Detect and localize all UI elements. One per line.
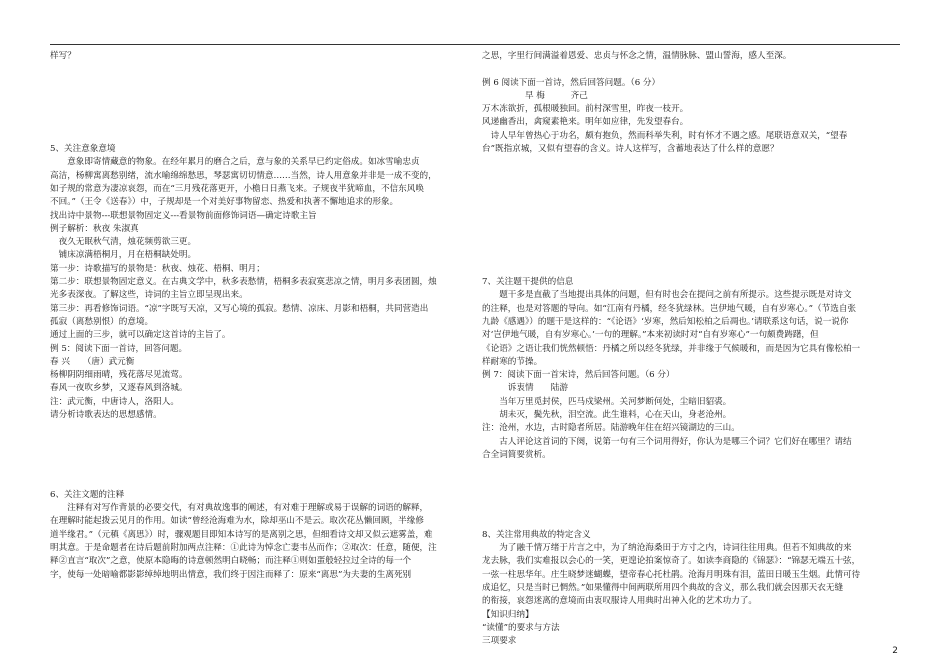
text-line: 一弦一柱思华年。庄生晓梦迷蝴蝶，望帝春心托杜鹃。沧海月明珠有泪，蓝田日暖玉生烟。此情可待 bbox=[482, 569, 861, 580]
text-line: 春风一夜吹乡梦，又逐春风到洛城。 bbox=[50, 383, 188, 394]
text-line: 第三步：再看修饰词语。“凉”字既写天凉，又写心境的孤寂。愁情、凉床、月影和梧桐，共同营造出 bbox=[50, 303, 429, 314]
text-line: 例子解析：秋夜 朱淑真 bbox=[50, 223, 139, 234]
text-line: 请分析诗歌表达的思想感情。 bbox=[50, 410, 162, 421]
text-line: 杨柳阴阴细雨晴，残花落尽见流莺。 bbox=[50, 370, 188, 381]
text-line: 第二步：联想景物固定意义。在古典文学中，秋多表愁情，梧桐多表寂寞悲凉之情，明月多表团圆，烛 bbox=[50, 277, 437, 288]
text-line: 释②直言“取次”之意，使原本隐晦的诗意顿然明白晓畅；而注释①则如蛋般轻拉过全诗的每一个 bbox=[50, 556, 412, 567]
text-line: 例 5：阅读下面一首诗，回答问题。 bbox=[50, 343, 188, 354]
text-line: “读懂”的要求与方法 bbox=[482, 622, 560, 633]
text-line: 明其意。于是命题者在诗后题前附加两点注释：①此诗为悼念亡妻韦丛而作；②取次：任意，随便，注 bbox=[50, 543, 437, 554]
text-line: 6、关注文题的注释 bbox=[50, 489, 125, 500]
text-line: 如子规的常意为凄凉哀怨，而在“三月残花落更开，小檐日日燕飞来。子规夜半犹啼血，不信东风唤 bbox=[50, 183, 424, 194]
text-line: 夜久无眠秋气清，烛花频剪欲三更。 bbox=[50, 237, 197, 248]
page-number: 2 bbox=[892, 646, 898, 656]
text-line: 合全词简要赏析。 bbox=[482, 449, 551, 460]
text-line: 成追忆，只是当时已惘然。”如果懂得中间两联所用四个典故的含义，那么我们就会因那天衣无缝 bbox=[482, 582, 844, 593]
text-line: 当年万里觅封侯，匹马戍梁州。关河梦断何处，尘暗旧貂裘。 bbox=[482, 396, 732, 407]
text-line: 诉衷情 陆游 bbox=[482, 383, 568, 394]
paragraph-gap bbox=[50, 422, 470, 489]
text-line: 早 梅 齐己 bbox=[482, 90, 588, 101]
text-line: 铺床凉满梧桐月，月在梧桐缺处明。 bbox=[50, 250, 197, 261]
text-line: 龙去脉，我们实难报以会心的一笑，更遑论拍案惊奇了。如读李商隐的《锦瑟》：“锦瑟无端五十弦， bbox=[482, 556, 861, 567]
right-column bbox=[482, 50, 902, 648]
text-line: 为了融千情万绪于片言之中，为了纳沧海桑田于方寸之内，诗词往往用典。但若不知典故的来 bbox=[482, 543, 852, 554]
text-line: 古人评论这首词的下阕，说第一句有三个词用得好，你认为是哪三个词？它们好在哪里？请结 bbox=[482, 436, 852, 447]
paragraph-gap bbox=[482, 63, 902, 76]
text-line: 九龄《感遇》）的题干是这样的：“《论语》‘岁寒，然后知松柏之后凋也。’请联系这句话，说一说你 bbox=[482, 316, 849, 327]
text-line: 5、关注意象意境 bbox=[50, 144, 116, 155]
text-line: 高洁，杨柳寓离愁别绪，流水喻绵绵愁思，琴瑟寓切切情意……当然，诗人用意象并非是一成不变的， bbox=[50, 170, 437, 181]
text-line: 《论语》之语让我们恍然顿悟：丹橘之所以经冬犹绿，并非缘于气候暖和，而是因为它具有像松柏一 bbox=[482, 343, 861, 354]
text-line: 找出诗中景物---联想景物固定义---看景物前面修饰词语—确定诗歌主旨 bbox=[50, 210, 317, 221]
text-line: 7、关注题干提供的信息 bbox=[482, 277, 574, 288]
text-line: 孤寂（离愁别恨）的意境。 bbox=[50, 316, 154, 327]
text-line: 在理解时能起拨云见月的作用。如读“曾经沧海难为水，除却巫山不是云。取次花丛懒回顾，半缘修 bbox=[50, 516, 424, 527]
text-line: 注：武元衡，中唐诗人，洛阳人。 bbox=[50, 396, 179, 407]
text-line: 样耐寒的节操。 bbox=[482, 356, 543, 367]
text-line: 对‘岂伊地气暖，自有岁寒心。’一句的理解。”本来初读时对“自有岁寒心”一句颇费踌躇，但 bbox=[482, 330, 819, 341]
text-line: 样写？ bbox=[50, 51, 76, 61]
text-line: 不回。”（王令《送春》）中，子规却是一个对美好事物留恋、热爱和执著不懈地追求的形象。 bbox=[50, 197, 399, 208]
text-line: 三项要求 bbox=[482, 636, 517, 647]
text-line: 第一步：诗歌描写的景物是：秋夜、烛花、梧桐、明月； bbox=[50, 263, 265, 274]
text-line: 【知识归纳】 bbox=[482, 609, 534, 620]
text-line: 通过上面的三步，就可以确定这首诗的主旨了。 bbox=[50, 330, 231, 341]
text-line: 胡未灭，鬓先秋，泪空流。此生谁料，心在天山，身老沧州。 bbox=[482, 410, 732, 421]
text-line: 道半缘君。”（元稹《离思》）时，骤观题目即知本诗写的是离别之思，但细看诗文却又似云遮雾盖，难 bbox=[50, 529, 433, 540]
text-line: 光多表深夜。了解这些，诗词的主旨立即呈现出来。 bbox=[50, 290, 248, 301]
paragraph-gap bbox=[482, 156, 902, 276]
text-line: 的衔接，哀怨迷离的意境而由衷叹服诗人用典时出神入化的艺术功力了。 bbox=[482, 596, 758, 607]
text-line: 题干多是直截了当地提出具体的问题，但有时也会在提问之前有所提示。这些提示既是对诗文 bbox=[482, 290, 852, 301]
text-line: 风递幽香出，禽窥素艳来。明年如应律，先发望春台。 bbox=[482, 117, 689, 128]
text-line: 万木冻欲折，孤根暖独回。前村深雪里，昨夜一枝开。 bbox=[482, 104, 689, 115]
text-line: 之思，字里行间满溢着恩爱、忠贞与怀念之情，温情脉脉、盟山誓海，感人至深。 bbox=[482, 51, 792, 61]
text-line: 例 6 阅读下面一首诗，然后回答问题。（6 分） bbox=[482, 77, 661, 88]
text-line: 注：沧州，水边，古时隐者所居。陆游晚年住在绍兴镜湖边的三山。 bbox=[482, 423, 740, 434]
text-line: 台”既指京城，又似有望春的含义。诗人这样写，含蓄地表达了什么样的意愿？ bbox=[482, 144, 779, 155]
header-rule bbox=[50, 44, 900, 45]
paragraph-gap bbox=[50, 63, 470, 143]
text-line: 意象即寄情藏意的物象。在经年累月的磨合之后，意与象的关系早已约定俗成。如冰雪喻忠贞 bbox=[50, 157, 420, 168]
text-line: 春 兴 （唐）武元衡 bbox=[50, 356, 135, 367]
text-line: 例 7：阅读下面一首宋诗，然后回答问题。（6 分） bbox=[482, 370, 675, 381]
text-line: 的注释，也是对答题的导向。如“江南有丹橘，经冬犹绿林。岂伊地气暖，自有岁寒心。”（节选自张 bbox=[482, 303, 857, 314]
text-line: 注释有对写作背景的必要交代，有对典故逸事的阐述，有对难于理解或易于误解的词语的解释， bbox=[50, 503, 429, 514]
text-line: 字，使每一处暗喻都影影绰绰地明出情意，我们终于因注而释了：原来“离思”为夫妻的生离死别 bbox=[50, 569, 412, 580]
left-column bbox=[50, 50, 470, 582]
text-line: 8、关注常用典故的特定含义 bbox=[482, 529, 591, 540]
paragraph-gap bbox=[482, 462, 902, 529]
text-line: 诗人早年曾热心于功名，颇有抱负，然而科举失利，时有怀才不遇之感。尾联语意双关，“望春 bbox=[482, 130, 848, 141]
